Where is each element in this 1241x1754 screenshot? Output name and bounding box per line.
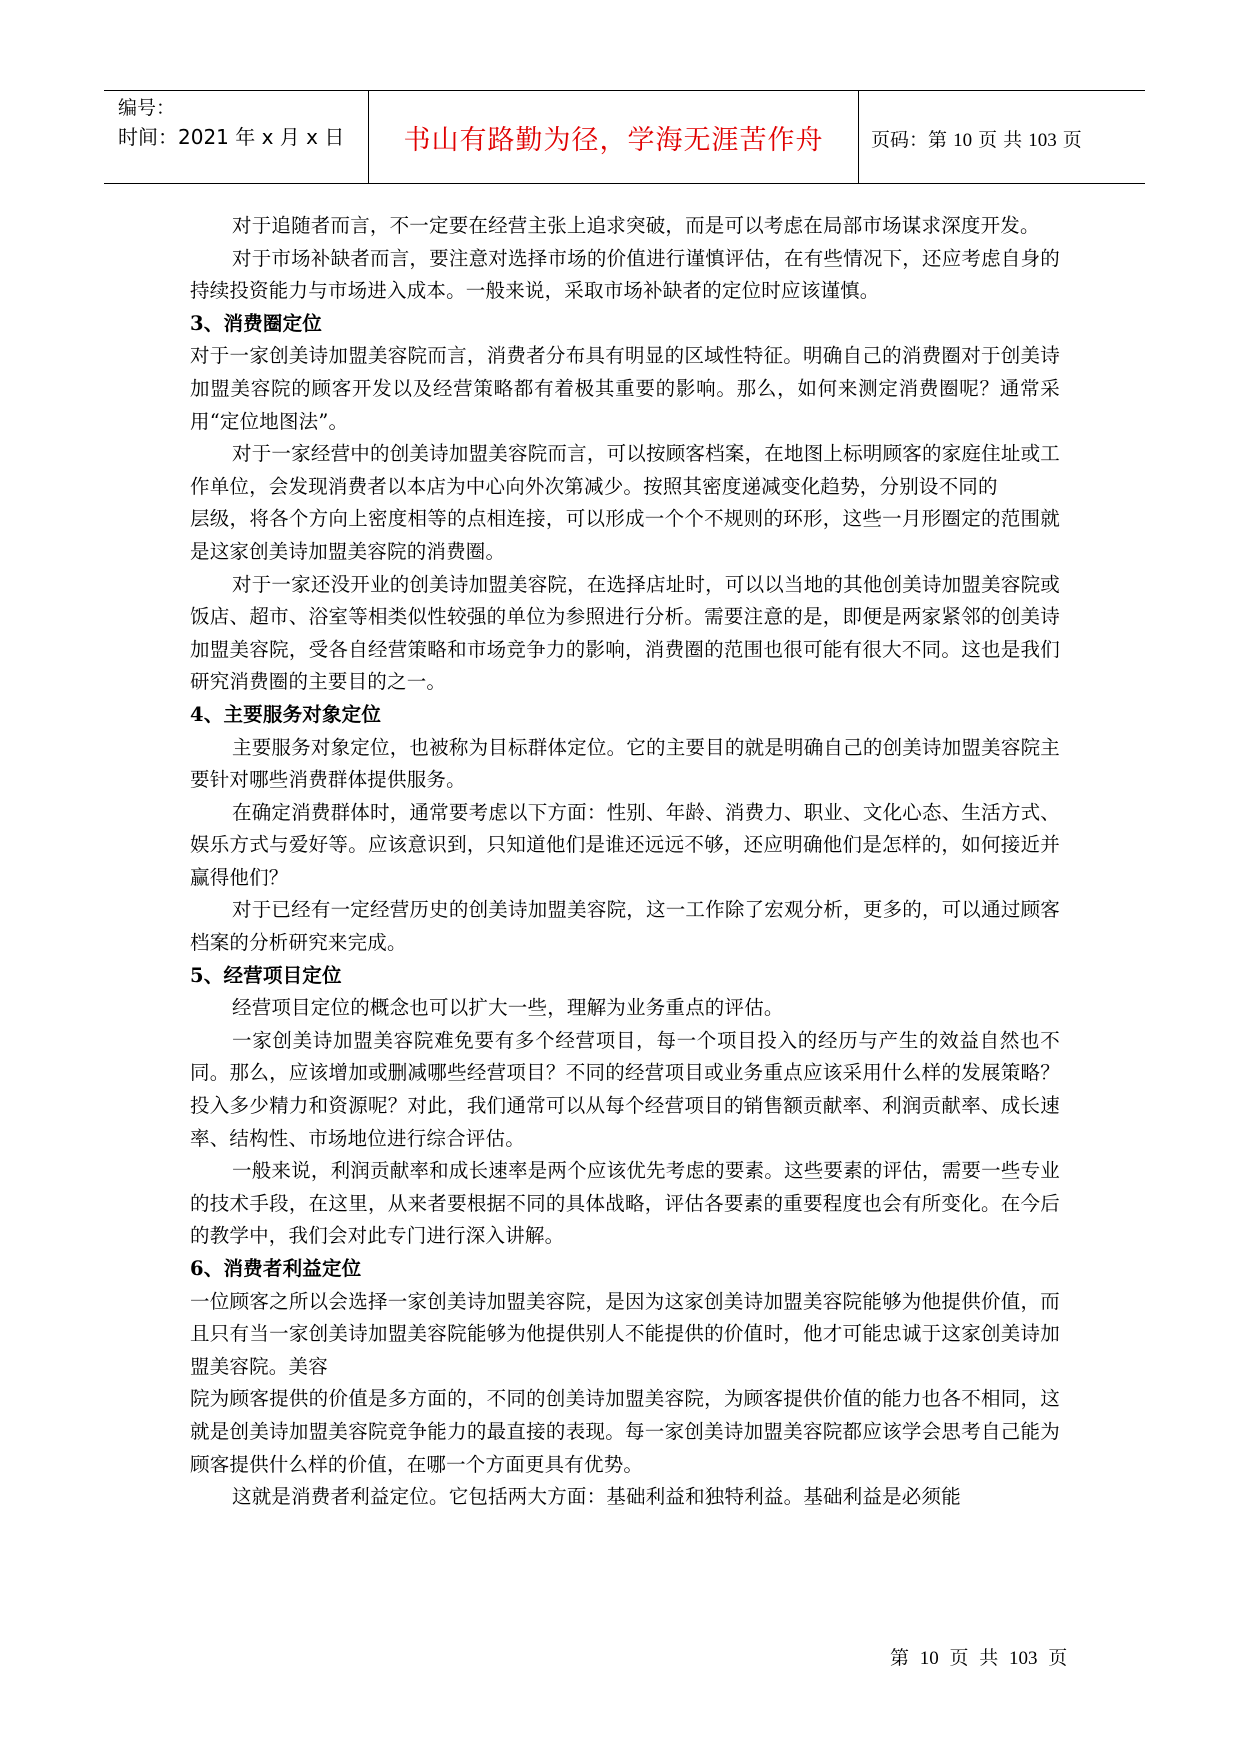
paragraph: 一位顾客之所以会选择一家创美诗加盟美容院，是因为这家创美诗加盟美容院能够为他提供价值，而且只有当一家创美诗加盟美容院能够为他提供别人不能提供的价值时，他才可能忠诚于这家创美诗加盟美容院。美容 [190,1289,1060,1378]
paragraph: 在确定消费群体时，通常要考虑以下方面：性别、年龄、消费力、职业、文化心态、生活方式、娱乐方式与爱好等。应该意识到，只知道他们是谁还远远不够，还应明确他们是怎样的，如何接近并赢得他们？ [190,800,1060,889]
page-footer: 第 10 页 共 103 页 [890,1648,1068,1669]
paragraph: 一家创美诗加盟美容院难免要有多个经营项目，每一个项目投入的经历与产生的效益自然也不同。那么，应该增加或删减哪些经营项目？不同的经营项目或业务重点应该采用什么样的发展策略？投入多少精力和资源呢？对此，我们通常可以从每个经营项目的销售额贡献率、利润贡献率、成长速率、结构性、市场地位进行综合评估。 [190,1028,1060,1150]
motto: 书山有路勤为径，学海无涯苦作舟 [403,125,824,156]
page-prefix: 页码：第 [871,129,948,151]
paragraph: 层级，将各个方向上密度相等的点相连接，可以形成一个个不规则的环形，这些一月形圈定的范围就是这家创美诗加盟美容院的消费圈。 [190,507,1060,563]
page-current: 10 [953,130,973,151]
section-heading: 4、主要服务对象定位 [190,702,382,726]
paragraph: 经营项目定位的概念也可以扩大一些，理解为业务重点的评估。 [232,996,784,1020]
paragraph: 这就是消费者利益定位。它包括两大方面：基础利益和独特利益。基础利益是必须能 [232,1485,961,1509]
paragraph: 对于一家创美诗加盟美容院而言，消费者分布具有明显的区域性特征。明确自己的消费圈对于创美诗加盟美容院的顾客开发以及经营策略都有着极其重要的影响。那么，如何来测定消费圈呢？通常采用“定位地图法”。 [190,344,1060,433]
paragraph: 对于已经有一定经营历史的创美诗加盟美容院，这一工作除了宏观分析，更多的，可以通过顾客档案的分析研究来完成。 [190,898,1060,955]
header-motto-cell [369,91,859,183]
document-body [190,210,1060,1514]
page-header [104,90,1145,184]
page-total: 103 [1028,130,1057,151]
header-meta-cell [104,91,369,183]
section-heading: 6、消费者利益定位 [190,1257,362,1280]
section-heading: 5、经营项目定位 [190,963,342,987]
serial-label: 编号： [118,97,176,119]
paragraph: 一般来说，利润贡献率和成长速率是两个应该优先考虑的要素。这些要素的评估，需要一些专业的技术手段，在这里，从来者要根据不同的具体战略，评估各要素的重要程度也会有所变化。在今后的教学中，我们会对此专门进行深入讲解。 [190,1159,1060,1248]
section-heading: 3、消费圈定位 [190,311,322,335]
time-label: 时间：2021 年 x 月 x 日 [118,125,345,149]
paragraph: 对于市场补缺者而言，要注意对选择市场的价值进行谨慎评估，在有些情况下，还应考虑自身的持续投资能力与市场进入成本。一般来说，采取市场补缺者的定位时应该谨慎。 [190,246,1060,303]
paragraph: 院为顾客提供的价值是多方面的，不同的创美诗加盟美容院，为顾客提供价值的能力也各不相同，这就是创美诗加盟美容院竞争能力的最直接的表现。每一家创美诗加盟美容院都应该学会思考自己能为顾客提供什么样的价值，在哪一个方面更具有优势。 [190,1387,1060,1476]
page-mid: 页 共 [978,129,1023,151]
header-page-cell [859,91,1145,183]
paragraph: 对于一家经营中的创美诗加盟美容院而言，可以按顾客档案，在地图上标明顾客的家庭住址或工作单位，会发现消费者以本店为中心向外次第减少。按照其密度递减变化趋势，分别设不同的 [190,442,1060,498]
header-page-number [871,125,1082,152]
paragraph: 主要服务对象定位，也被称为目标群体定位。它的主要目的就是明确自己的创美诗加盟美容院主要针对哪些消费群体提供服务。 [190,735,1060,792]
paragraph: 对于一家还没开业的创美诗加盟美容院，在选择店址时，可以以当地的其他创美诗加盟美容院或饭店、超市、浴室等相类似性较强的单位为参照进行分析。需要注意的是，即便是两家紧邻的创美诗加盟美容院，受各自经营策略和市场竞争力的影响，消费圈的范围也很可能有很大不同。这也是我们研究消费圈的主要目的之一。 [190,572,1060,694]
page-suffix: 页 [1062,129,1082,151]
paragraph: 对于追随者而言，不一定要在经营主张上追求突破，而是可以考虑在局部市场谋求深度开发。 [232,214,1040,237]
